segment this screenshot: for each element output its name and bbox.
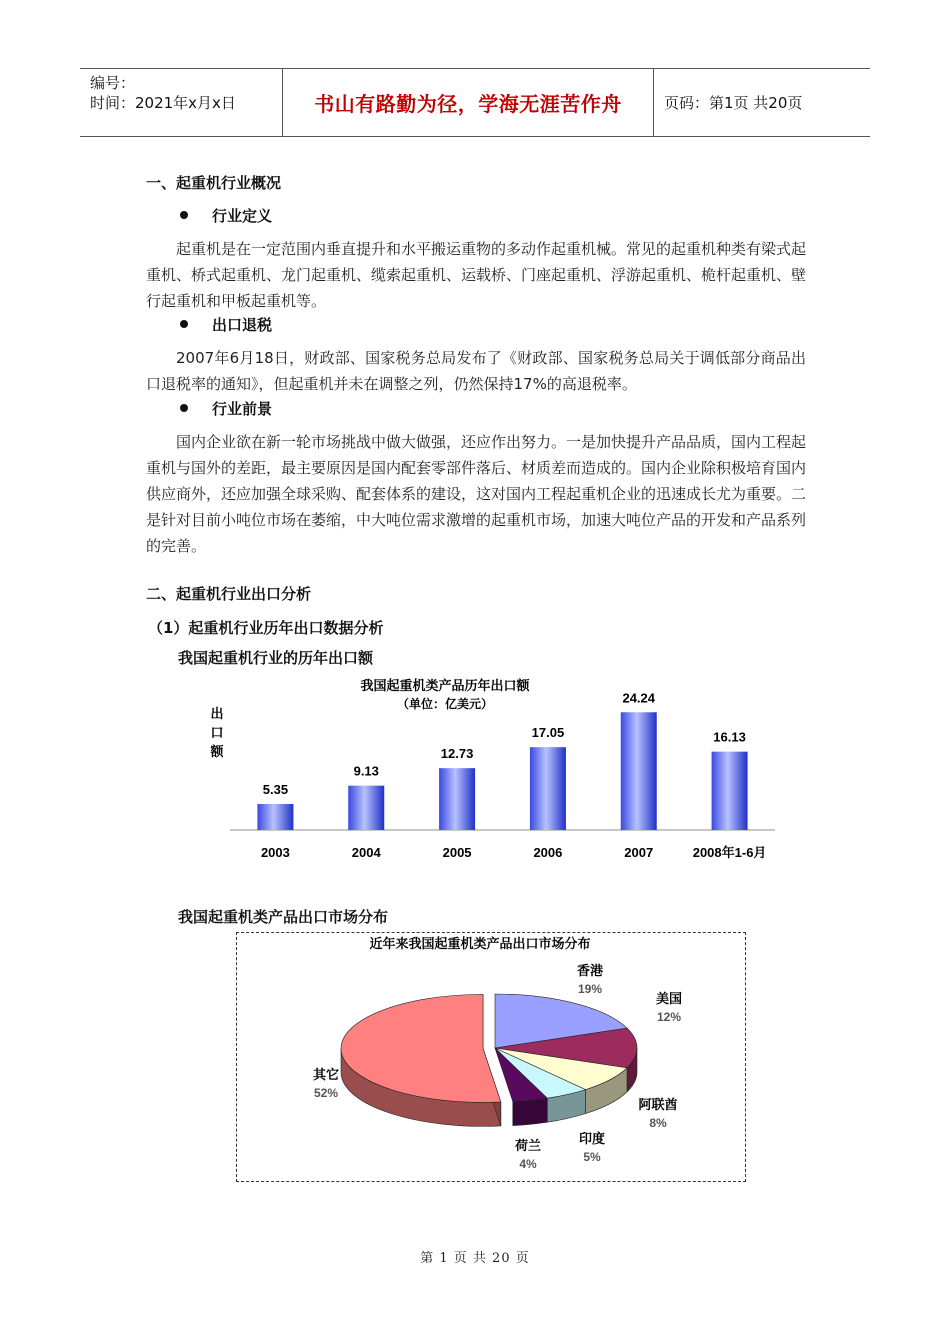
pie-label: 阿联酋 [638, 1097, 678, 1112]
bullet-tax [180, 314, 272, 335]
bullet-dot-icon [180, 211, 188, 219]
section1-title: 一、起重机行业概况 [146, 174, 282, 192]
bar-category-label: 2007 [624, 845, 654, 860]
page-footer: 第 1 页 共 20 页 [420, 1251, 530, 1266]
bullet-dot-icon [180, 320, 188, 328]
bullet-dot-icon [180, 404, 188, 412]
bar-chart-caption: 我国起重机行业的历年出口额 [178, 649, 374, 667]
bar-category-label: 2006 [533, 845, 563, 860]
pie-chart-caption: 我国起重机类产品出口市场分布 [178, 908, 389, 926]
bar-value-label: 9.13 [353, 763, 379, 779]
page-header [80, 68, 870, 137]
bar-2006 [530, 747, 566, 830]
bar-2007 [621, 712, 657, 830]
section2-title: 二、起重机行业出口分析 [146, 585, 312, 603]
bar-2008年1-6月 [712, 752, 748, 830]
bullet-label: 出口退税 [212, 316, 273, 334]
bar-value-label: 17.05 [531, 725, 565, 741]
bar-category-label: 2008年1-6月 [692, 845, 767, 860]
bar-chart-subtitle: （单位：亿美元） [396, 697, 494, 711]
bullet-label: 行业前景 [212, 400, 273, 418]
pie-percent-label: 12% [656, 1010, 682, 1024]
bar-chart-ylabel: 额 [210, 744, 224, 759]
paragraph-definition: 起重机是在一定范围内垂直提升和水平搬运重物的多动作起重机械。常见的起重机种类有梁式起重机、桥式起重机、龙门起重机、缆索起重机、运载桥、门座起重机、浮游起重机、桅杆起重机、壁行起重机和甲板起重机等。 [146, 240, 807, 310]
paragraph-tax: 2007年6月18日，财政部、国家税务总局发布了《财政部、国家税务总局关于调低部分商品出口退税率的通知》，但起重机并未在调整之列，仍然保持17%的高退税率。 [146, 349, 806, 393]
pie-label: 美国 [655, 991, 683, 1006]
paragraph-outlook: 国内企业欲在新一轮市场挑战中做大做强，还应作出努力。一是加快提升产品品质，国内工程起重机与国外的差距，最主要原因是国内配套零部件落后、材质差而造成的。国内企业除积极培育国内供应商外，还应加强全球采购、配套体系的建设，这对国内工程起重机企业的迅速成长尤为重要。二是针对目前小吨位市场在萎缩，中大吨位需求激增的起重机市场，加速大吨位产品的开发和产品系列的完善。 [146, 433, 807, 555]
motto: 书山有路勤为径，学海无涯苦作舟 [282, 69, 654, 136]
pie-percent-label: 5% [583, 1150, 601, 1164]
bar-category-label: 2003 [260, 845, 290, 860]
number-label: 编号： [90, 74, 136, 92]
pie-chart [237, 933, 747, 1183]
pie-percent-label: 19% [577, 982, 603, 996]
bar-2004 [348, 786, 384, 830]
bar-chart-ylabel: 出 [210, 706, 224, 721]
bar-category-label: 2005 [442, 845, 472, 860]
pie-percent-label: 52% [313, 1086, 339, 1100]
bar-category-label: 2004 [351, 845, 381, 860]
subsection-title: （1）起重机行业历年出口数据分析 [148, 619, 384, 637]
pie-label: 荷兰 [514, 1138, 542, 1153]
bullet-outlook [180, 398, 272, 419]
pie-label: 香港 [576, 963, 604, 978]
bar-chart [200, 670, 790, 870]
pie-percent-label: 8% [649, 1116, 667, 1130]
pie-label: 其它 [312, 1067, 340, 1082]
bullet-definition [180, 205, 272, 226]
page-info: 页码：第1页 共20页 [664, 94, 803, 112]
pie-chart-title: 近年来我国起重机类产品出口市场分布 [369, 936, 591, 951]
bar-value-label: 5.35 [262, 782, 289, 798]
bar-chart-title: 我国起重机类产品历年出口额 [360, 678, 530, 693]
bar-value-label: 16.13 [713, 729, 746, 745]
pie-percent-label: 4% [519, 1157, 537, 1171]
pie-slice-side [513, 1098, 547, 1125]
bar-value-label: 24.24 [622, 690, 656, 706]
time-label: 时间：2021年x月x日 [90, 94, 236, 112]
bullet-label: 行业定义 [212, 207, 273, 225]
pie-chart-frame [236, 932, 746, 1182]
bar-chart-ylabel: 口 [210, 725, 224, 740]
bar-value-label: 12.73 [440, 746, 474, 762]
header-meta [80, 69, 282, 136]
bar-2003 [257, 804, 293, 830]
pie-label: 印度 [578, 1131, 606, 1146]
bar-2005 [439, 768, 475, 830]
